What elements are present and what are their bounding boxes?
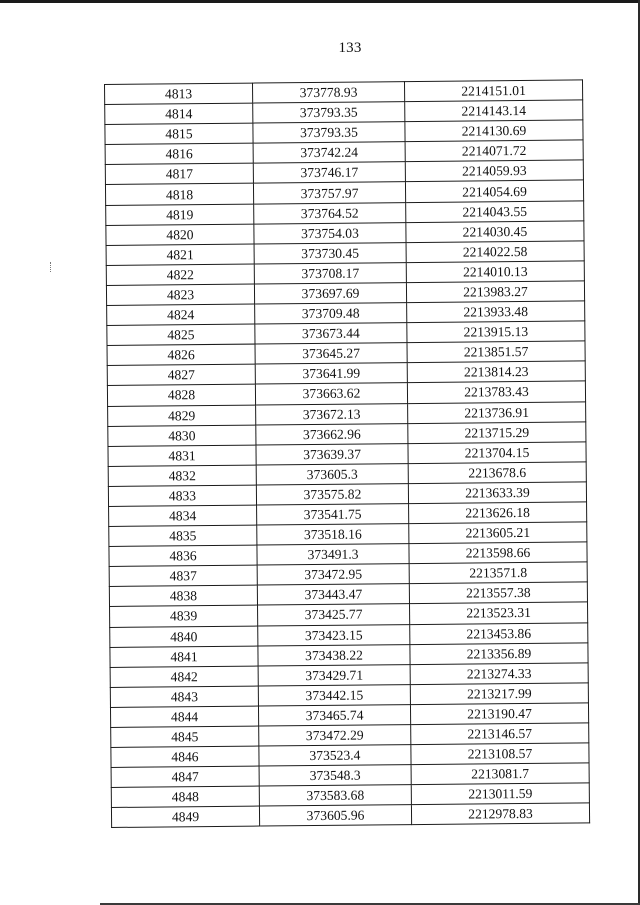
x-coordinate-cell: 373442.15 [258, 684, 410, 706]
x-coordinate-cell: 373541.75 [257, 504, 409, 526]
point-number-cell: 4824 [107, 304, 255, 326]
point-number-cell: 4844 [110, 706, 258, 728]
page-number: 133 [338, 40, 362, 56]
x-coordinate-cell: 373443.47 [257, 584, 409, 606]
point-number-cell: 4826 [107, 344, 255, 366]
y-coordinate-cell: 2213571.8 [409, 562, 587, 584]
x-coordinate-cell: 373662.96 [256, 423, 408, 445]
point-number-cell: 4814 [105, 103, 253, 125]
y-coordinate-cell: 2213081.7 [411, 763, 589, 785]
x-coordinate-cell: 373673.44 [255, 323, 407, 345]
y-coordinate-cell: 2214043.55 [406, 200, 584, 222]
x-coordinate-cell: 373709.48 [255, 303, 407, 325]
point-number-cell: 4848 [111, 786, 259, 808]
x-coordinate-cell: 373472.29 [259, 725, 411, 747]
point-number-cell: 4847 [111, 766, 259, 788]
y-coordinate-cell: 2213678.6 [408, 462, 586, 484]
y-coordinate-cell: 2213190.47 [410, 703, 588, 725]
x-coordinate-cell: 373663.62 [255, 383, 407, 405]
x-coordinate-cell: 373742.24 [253, 142, 405, 164]
point-number-cell: 4838 [109, 585, 257, 607]
point-number-cell: 4829 [108, 405, 256, 427]
point-number-cell: 4827 [107, 364, 255, 386]
y-coordinate-cell: 2213523.31 [410, 602, 588, 624]
point-number-cell: 4836 [109, 545, 257, 567]
x-coordinate-cell: 373754.03 [254, 222, 406, 244]
x-coordinate-cell: 373491.3 [257, 544, 409, 566]
y-coordinate-cell: 2213146.57 [411, 723, 589, 745]
table-row [111, 803, 589, 828]
x-coordinate-cell: 373518.16 [257, 524, 409, 546]
point-number-cell: 4845 [111, 726, 259, 748]
point-number-cell: 4821 [106, 244, 254, 266]
point-number-cell: 4816 [105, 143, 253, 165]
y-coordinate-cell: 2214143.14 [405, 100, 583, 122]
x-coordinate-cell: 373641.99 [255, 363, 407, 385]
coordinates-table [104, 79, 590, 828]
point-number-cell: 4819 [106, 204, 254, 226]
x-coordinate-cell: 373746.17 [253, 162, 405, 184]
point-number-cell: 4841 [110, 646, 258, 668]
x-coordinate-cell: 373548.3 [259, 765, 411, 787]
y-coordinate-cell: 2213011.59 [411, 783, 589, 805]
y-coordinate-cell: 2214059.93 [405, 160, 583, 182]
point-number-cell: 4830 [108, 425, 256, 447]
x-coordinate-cell: 373605.3 [256, 463, 408, 485]
point-number-cell: 4849 [111, 806, 259, 828]
scan-speck [50, 262, 52, 272]
point-number-cell: 4843 [110, 686, 258, 708]
y-coordinate-cell: 2213983.27 [406, 281, 584, 303]
y-coordinate-cell: 2214151.01 [404, 80, 582, 102]
point-number-cell: 4820 [106, 224, 254, 246]
point-number-cell: 4825 [107, 324, 255, 346]
point-number-cell: 4840 [110, 626, 258, 648]
x-coordinate-cell: 373465.74 [258, 704, 410, 726]
y-coordinate-cell: 2213633.39 [408, 482, 586, 504]
x-coordinate-cell: 373583.68 [259, 785, 411, 807]
x-coordinate-cell: 373672.13 [256, 403, 408, 425]
y-coordinate-cell: 2213274.33 [410, 663, 588, 685]
point-number-cell: 4815 [105, 123, 253, 145]
y-coordinate-cell: 2214010.13 [406, 261, 584, 283]
x-coordinate-cell: 373639.37 [256, 443, 408, 465]
x-coordinate-cell: 373605.96 [259, 805, 411, 827]
x-coordinate-cell: 373472.95 [257, 564, 409, 586]
y-coordinate-cell: 2213915.13 [407, 321, 585, 343]
x-coordinate-cell: 373793.35 [253, 122, 405, 144]
y-coordinate-cell: 2214130.69 [405, 120, 583, 142]
y-coordinate-cell: 2213217.99 [410, 683, 588, 705]
coordinates-table-body [105, 80, 590, 828]
x-coordinate-cell: 373425.77 [258, 604, 410, 626]
point-number-cell: 4834 [109, 505, 257, 527]
x-coordinate-cell: 373423.15 [258, 624, 410, 646]
point-number-cell: 4818 [105, 184, 253, 206]
x-coordinate-cell: 373697.69 [254, 283, 406, 305]
point-number-cell: 4835 [109, 525, 257, 547]
y-coordinate-cell: 2213453.86 [410, 622, 588, 644]
coordinates-table-wrapper [104, 79, 589, 828]
y-coordinate-cell: 2213783.43 [407, 381, 585, 403]
y-coordinate-cell: 2213356.89 [410, 643, 588, 665]
y-coordinate-cell: 2213626.18 [409, 502, 587, 524]
x-coordinate-cell: 373523.4 [259, 745, 411, 767]
point-number-cell: 4839 [110, 605, 258, 627]
x-coordinate-cell: 373764.52 [254, 202, 406, 224]
point-number-cell: 4833 [108, 485, 256, 507]
x-coordinate-cell: 373778.93 [252, 82, 404, 104]
x-coordinate-cell: 373645.27 [255, 343, 407, 365]
point-number-cell: 4831 [108, 445, 256, 467]
y-coordinate-cell: 2213557.38 [409, 582, 587, 604]
x-coordinate-cell: 373429.71 [258, 664, 410, 686]
y-coordinate-cell: 2214030.45 [406, 221, 584, 243]
y-coordinate-cell: 2213605.21 [409, 522, 587, 544]
y-coordinate-cell: 2213736.91 [408, 401, 586, 423]
scan-border-top [0, 0, 640, 3]
x-coordinate-cell: 373438.22 [258, 644, 410, 666]
point-number-cell: 4822 [106, 264, 254, 286]
point-number-cell: 4817 [105, 163, 253, 185]
y-coordinate-cell: 2213108.57 [411, 743, 589, 765]
y-coordinate-cell: 2214022.58 [406, 241, 584, 263]
y-coordinate-cell: 2214054.69 [405, 180, 583, 202]
point-number-cell: 4837 [109, 565, 257, 587]
y-coordinate-cell: 2214071.72 [405, 140, 583, 162]
y-coordinate-cell: 2213933.48 [407, 301, 585, 323]
x-coordinate-cell: 373793.35 [253, 102, 405, 124]
point-number-cell: 4813 [105, 83, 253, 105]
x-coordinate-cell: 373708.17 [254, 262, 406, 284]
point-number-cell: 4823 [106, 284, 254, 306]
point-number-cell: 4846 [111, 746, 259, 768]
x-coordinate-cell: 373757.97 [253, 182, 405, 204]
x-coordinate-cell: 373730.45 [254, 242, 406, 264]
y-coordinate-cell: 2213851.57 [407, 341, 585, 363]
y-coordinate-cell: 2212978.83 [411, 803, 589, 825]
y-coordinate-cell: 2213814.23 [407, 361, 585, 383]
y-coordinate-cell: 2213704.15 [408, 442, 586, 464]
y-coordinate-cell: 2213598.66 [409, 542, 587, 564]
x-coordinate-cell: 373575.82 [256, 483, 408, 505]
point-number-cell: 4828 [107, 384, 255, 406]
point-number-cell: 4832 [108, 465, 256, 487]
y-coordinate-cell: 2213715.29 [408, 421, 586, 443]
point-number-cell: 4842 [110, 666, 258, 688]
